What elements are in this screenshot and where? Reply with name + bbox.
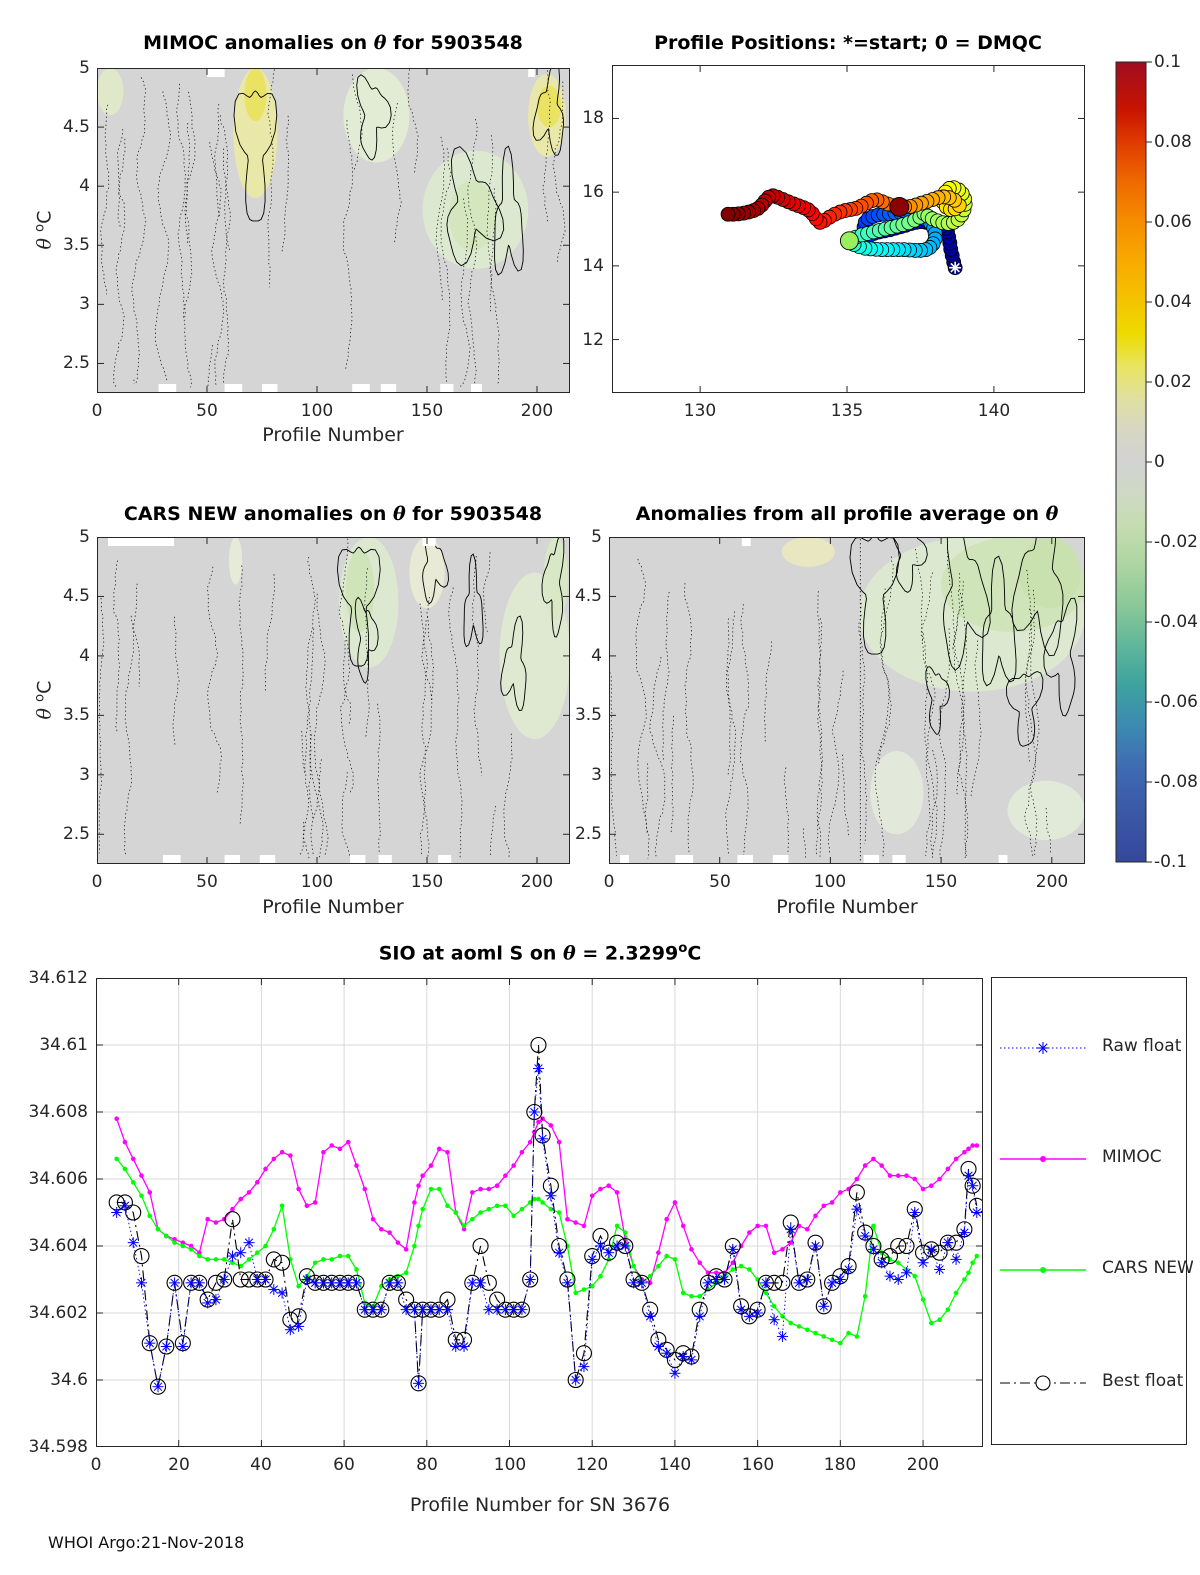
avg-anomaly-plot-title: Anomalies from all profile average on θ — [635, 503, 1059, 525]
sio-plot-title: SIO at aoml S on $\theta = 2.3299^oC$ — [378, 941, 702, 965]
colorbar-tick-label: -0.06 — [1154, 692, 1198, 712]
x-tick-label: 100 — [813, 872, 847, 892]
x-tick-label: 0 — [91, 872, 103, 892]
mimoc-ylabel: θ $^o$C — [32, 210, 56, 250]
y-tick-label: 4 — [591, 646, 602, 666]
y-tick-label: 3.5 — [62, 235, 90, 255]
y-tick-label: 12 — [582, 330, 604, 350]
cars-ylabel: θ $^o$C — [32, 680, 56, 720]
y-tick-label: 2.5 — [574, 824, 602, 844]
y-tick-label: 3 — [591, 765, 602, 785]
y-tick-label: 18 — [582, 108, 604, 128]
positions-plot-title: Profile Positions: *=start; 0 = DMQC — [654, 32, 1042, 54]
y-tick-label: 3 — [79, 765, 90, 785]
y-tick-label: 4.5 — [62, 586, 90, 606]
sio-xlabel: Profile Number for SN 3676 — [409, 1494, 671, 1516]
cars-xlabel: Profile Number — [262, 896, 404, 918]
best-float-line-sample-icon — [1000, 1370, 1096, 1396]
y-tick-label: 3.5 — [574, 705, 602, 725]
y-tick-label: 2.5 — [62, 824, 90, 844]
y-tick-label: 5 — [591, 527, 602, 547]
avg-anomaly-contour-plot — [609, 537, 1085, 864]
x-tick-label: 100 — [300, 401, 334, 421]
x-tick-label: 150 — [410, 401, 444, 421]
x-tick-label: 50 — [196, 401, 218, 421]
y-tick-label: 34.604 — [28, 1236, 88, 1256]
legend-label: MIMOC — [1102, 1147, 1162, 1167]
colorbar-tick-label: 0.06 — [1154, 212, 1192, 232]
x-tick-label: 50 — [709, 872, 731, 892]
sio-salinity-line-plot — [96, 978, 983, 1447]
y-tick-label: 34.608 — [28, 1102, 88, 1122]
x-tick-label: 130 — [683, 401, 717, 421]
sio-legend — [991, 977, 1194, 1445]
y-tick-label: 4 — [79, 176, 90, 196]
x-tick-label: 0 — [91, 401, 103, 421]
mimoc-plot-title: MIMOC anomalies on θ for 5903548 — [143, 32, 523, 54]
x-tick-label: 60 — [333, 1455, 355, 1475]
cars-new-line-sample-icon — [1000, 1257, 1096, 1283]
x-tick-label: 150 — [410, 872, 444, 892]
colorbar-tick-label: 0 — [1154, 452, 1165, 472]
legend-entry-mimoc — [1000, 1146, 1162, 1172]
x-tick-label: 180 — [823, 1455, 857, 1475]
cars-anomaly-contour-plot — [97, 537, 570, 864]
y-tick-label: 14 — [582, 256, 604, 276]
y-tick-label: 3 — [79, 294, 90, 314]
legend-label: Raw float — [1102, 1036, 1182, 1056]
colorbar-tick-label: -0.1 — [1154, 852, 1188, 872]
x-tick-label: 200 — [1035, 872, 1069, 892]
x-tick-label: 160 — [741, 1455, 775, 1475]
colorbar-tick-label: -0.08 — [1154, 772, 1198, 792]
x-tick-label: 200 — [520, 872, 554, 892]
cars-plot-title: CARS NEW anomalies on θ for 5903548 — [123, 503, 543, 525]
x-tick-label: 80 — [416, 1455, 438, 1475]
colorbar-tick-label: -0.04 — [1154, 612, 1198, 632]
legend-label: Best float — [1102, 1371, 1184, 1391]
y-tick-label: 3.5 — [62, 705, 90, 725]
x-tick-label: 135 — [830, 401, 864, 421]
x-tick-label: 200 — [520, 401, 554, 421]
y-tick-label: 34.602 — [28, 1303, 88, 1323]
legend-entry-raw-float — [1000, 1035, 1182, 1061]
profile-positions-plot — [612, 65, 1085, 393]
x-tick-label: 120 — [575, 1455, 609, 1475]
x-tick-label: 150 — [924, 872, 958, 892]
y-tick-label: 34.606 — [28, 1169, 88, 1189]
x-tick-label: 50 — [196, 872, 218, 892]
x-tick-label: 20 — [168, 1455, 190, 1475]
x-tick-label: 100 — [493, 1455, 527, 1475]
x-tick-label: 0 — [603, 872, 615, 892]
y-tick-label: 2.5 — [62, 353, 90, 373]
y-tick-label: 5 — [79, 527, 90, 547]
y-tick-label: 4.5 — [62, 117, 90, 137]
y-tick-label: 4 — [79, 646, 90, 666]
raw-float-line-sample-icon — [1000, 1035, 1096, 1061]
legend-label: CARS NEW — [1102, 1258, 1194, 1278]
y-tick-label: 34.61 — [39, 1035, 88, 1055]
y-tick-label: 16 — [582, 182, 604, 202]
colorbar-tick-label: 0.08 — [1154, 132, 1192, 152]
x-tick-label: 200 — [906, 1455, 940, 1475]
y-tick-label: 5 — [79, 58, 90, 78]
x-tick-label: 100 — [300, 872, 334, 892]
y-tick-label: 34.598 — [28, 1437, 88, 1457]
mimoc-line-sample-icon — [1000, 1146, 1096, 1172]
colorbar-tick-label: 0.04 — [1154, 292, 1192, 312]
colorbar-tick-label: 0.02 — [1154, 372, 1192, 392]
colorbar-tick-label: 0.1 — [1154, 52, 1182, 72]
x-tick-label: 40 — [250, 1455, 272, 1475]
mimoc-xlabel: Profile Number — [262, 424, 404, 446]
x-tick-label: 140 — [977, 401, 1011, 421]
legend-entry-best-float — [1000, 1370, 1184, 1396]
avg-anomaly-xlabel: Profile Number — [776, 896, 918, 918]
y-tick-label: 4.5 — [574, 586, 602, 606]
x-tick-label: 140 — [658, 1455, 692, 1475]
y-tick-label: 34.612 — [28, 968, 88, 988]
y-tick-label: 34.6 — [50, 1370, 88, 1390]
footer-timestamp: WHOI Argo:21-Nov-2018 — [48, 1533, 245, 1552]
legend-entry-cars-new — [1000, 1257, 1194, 1283]
mimoc-anomaly-contour-plot — [97, 68, 570, 393]
x-tick-label: 0 — [90, 1455, 102, 1475]
colorbar-tick-label: -0.02 — [1154, 532, 1198, 552]
